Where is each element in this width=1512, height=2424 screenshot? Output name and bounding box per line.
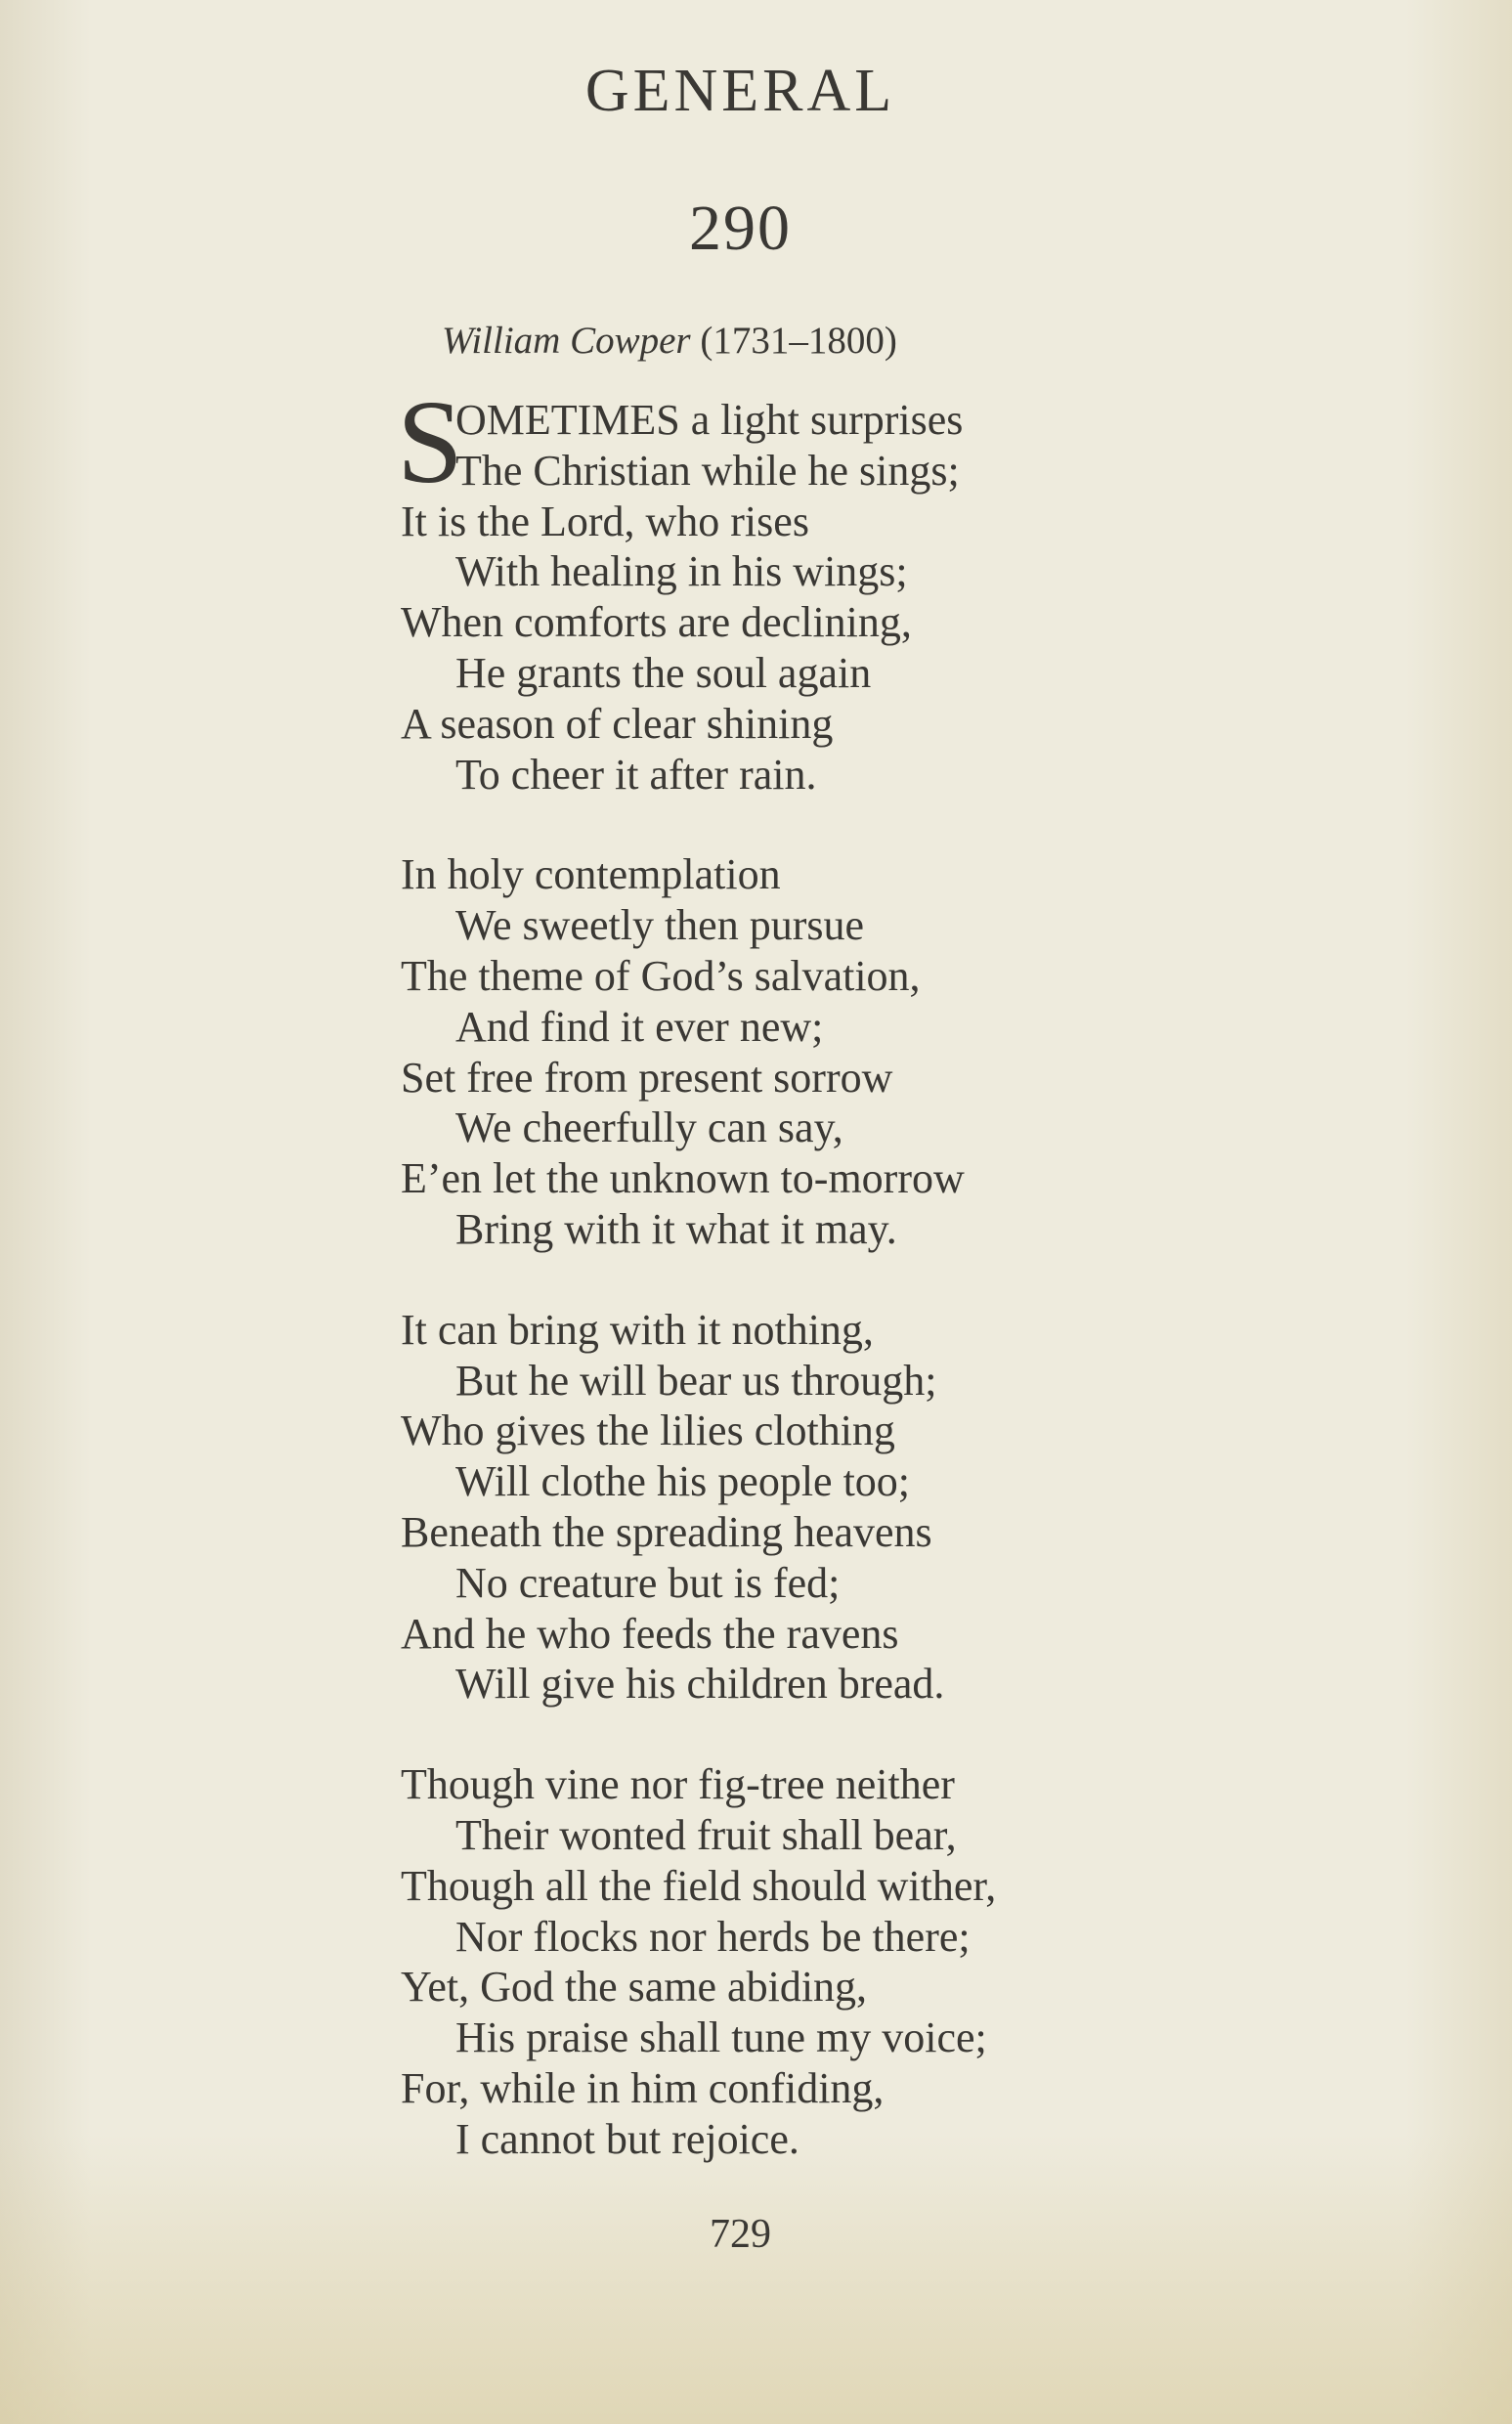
verse-line: Yet, God the same abiding, (401, 1963, 868, 2012)
verse-line: And he who feeds the ravens (401, 1609, 899, 1658)
verse-line: A season of clear shining (401, 699, 834, 748)
drop-cap: S (397, 376, 463, 508)
hymn-number: 290 (689, 193, 792, 264)
verse-line: Set free from present sorrow (401, 1053, 893, 1102)
stanza-2 (401, 849, 1437, 1254)
verse-line: Bring with it what it may. (455, 1204, 897, 1253)
hymn-text (397, 376, 1437, 2215)
verse-line: He grants the soul again (455, 648, 872, 697)
verse-line: With healing in his wings; (455, 547, 908, 596)
verse-line: To cheer it after rain. (455, 750, 817, 799)
verse-line: We cheerfully can say, (455, 1104, 843, 1152)
verse-line: Will clothe his people too; (455, 1457, 911, 1506)
verse-line: And find it ever new; (455, 1002, 824, 1051)
verse-line: No creature but is fed; (455, 1558, 841, 1607)
verse-line: The theme of God’s salvation, (401, 951, 921, 1000)
verse-line: Though vine nor fig-tree neither (401, 1760, 955, 1809)
verse-line: In holy contemplation (401, 850, 781, 899)
stanza-4 (401, 1759, 1437, 2164)
verse-line: Their wonted fruit shall bear, (455, 1810, 957, 1859)
verse-line: For, while in him confiding, (401, 2063, 885, 2112)
stanza-3 (401, 1305, 1437, 1710)
first-line-text: OMETIMES a light surprises (455, 396, 964, 444)
author-attribution (442, 319, 897, 363)
verse-line: We sweetly then pursue (455, 901, 864, 950)
verse-line: It is the Lord, who rises (401, 497, 809, 545)
verse-line: But he will bear us through; (455, 1356, 937, 1405)
verse-line: I cannot but rejoice. (455, 2114, 799, 2163)
stanza-1 (397, 376, 1437, 800)
section-title: GENERAL (584, 58, 896, 124)
verse-line: Will give his children bread. (455, 1660, 945, 1709)
verse-line: It can bring with it nothing, (401, 1305, 874, 1354)
verse-line: Nor flocks nor herds be there; (455, 1912, 971, 1961)
verse-line: E’en let the unknown to-morrow (401, 1154, 965, 1203)
verse-line: When comforts are declining, (401, 598, 912, 647)
author-dates: (1731–1800) (700, 320, 897, 362)
verse-line: Though all the field should wither, (401, 1861, 997, 1910)
verse-line: His praise shall tune my voice; (455, 2013, 987, 2062)
verse-line: Beneath the spreading heavens (401, 1507, 932, 1556)
verse-line: The Christian while he sings; (455, 446, 960, 495)
author-name: William Cowper (442, 320, 691, 362)
verse-line: Who gives the lilies clothing (401, 1407, 895, 1455)
page-number: 729 (710, 2212, 771, 2257)
